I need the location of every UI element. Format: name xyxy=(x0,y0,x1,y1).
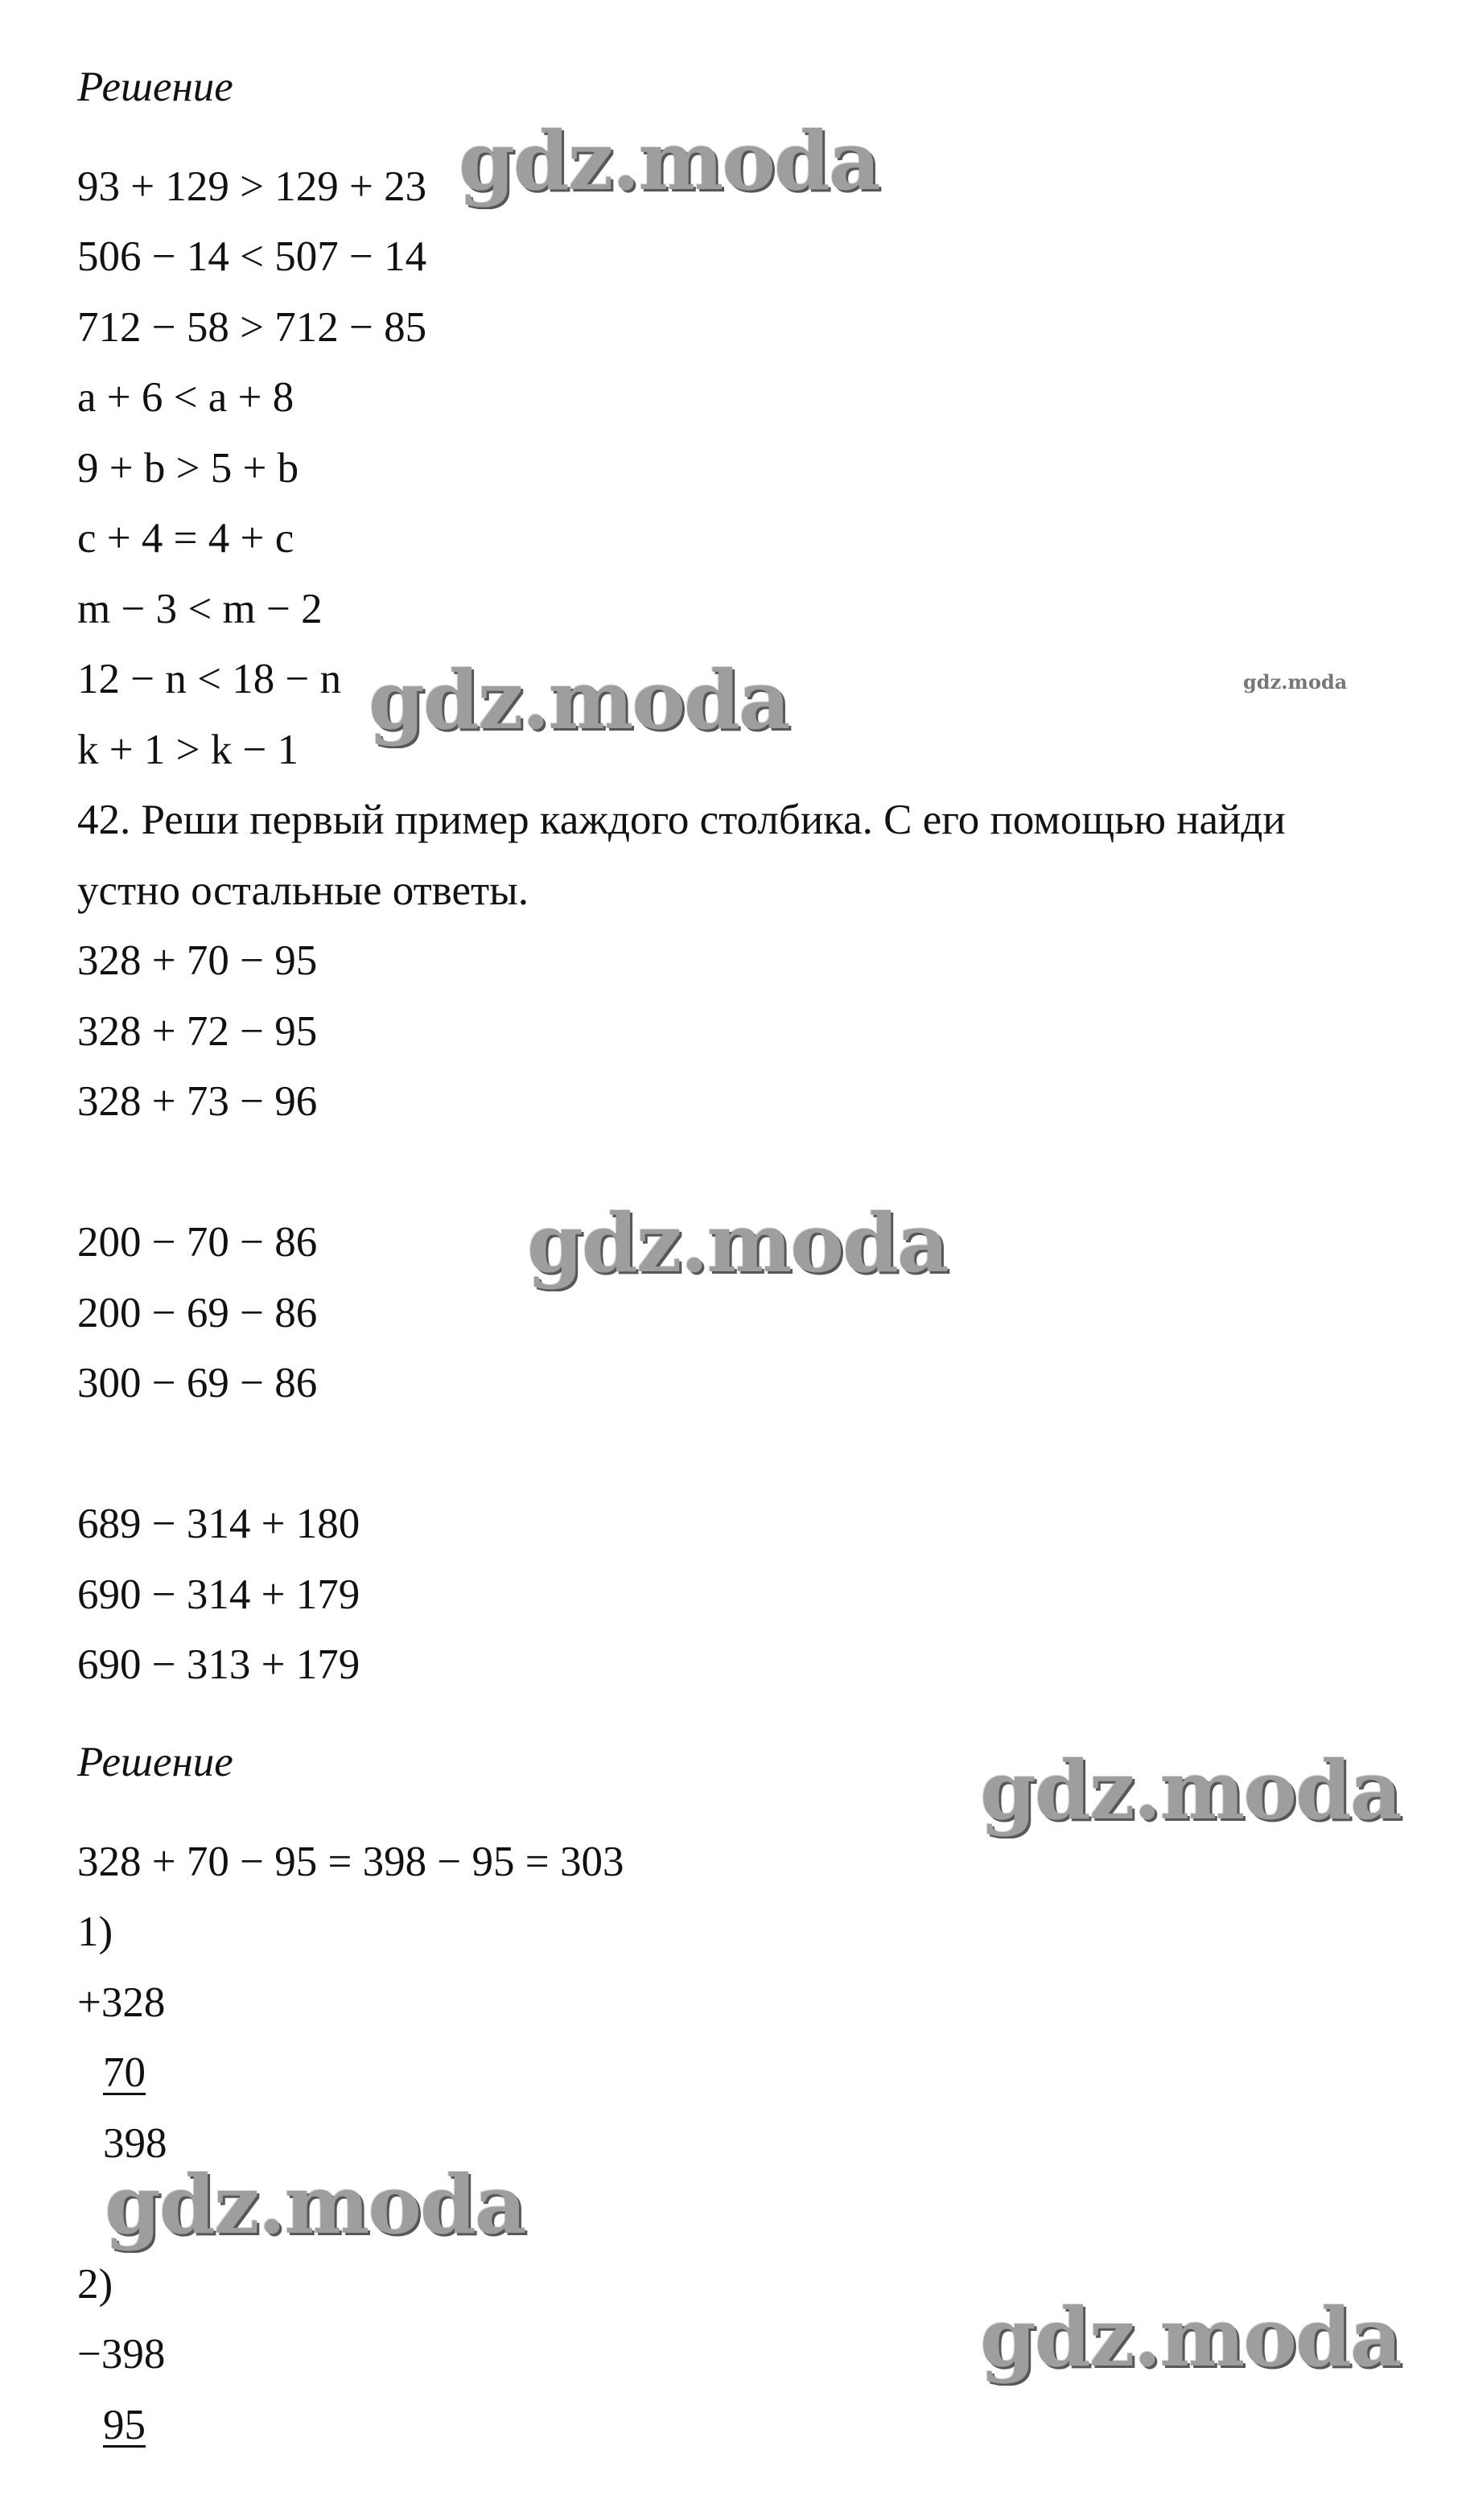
inequality-line: a + 6 < a + 8 xyxy=(77,374,294,421)
step-number: 2) xyxy=(77,2261,113,2308)
watermark-logo: gdz.moda xyxy=(369,653,789,747)
watermark-logo: gdz.moda xyxy=(980,2290,1401,2385)
expression-line: 300 − 69 − 86 xyxy=(77,1360,318,1406)
watermark-logo: gdz.moda xyxy=(527,1196,948,1291)
expression-line: 200 − 70 − 86 xyxy=(77,1219,318,1266)
inequality-line: k + 1 > k − 1 xyxy=(77,727,299,773)
watermark-logo: gdz.moda xyxy=(459,113,879,208)
task-42-text-continued: устно остальные ответы. xyxy=(77,867,529,914)
column-minuend: −398 xyxy=(77,2331,166,2378)
inequality-line: 93 + 129 > 129 + 23 xyxy=(77,163,427,210)
watermark-logo: gdz.moda xyxy=(105,2157,525,2252)
column-addend-2: 70 xyxy=(103,2049,146,2096)
inequality-line: m − 3 < m − 2 xyxy=(77,586,323,632)
solution-equation: 328 + 70 − 95 = 398 − 95 = 303 xyxy=(77,1839,624,1885)
watermark-logo: gdz.moda xyxy=(980,1743,1401,1838)
column-addend-1: +328 xyxy=(77,1979,166,2026)
solution-heading-1: Решение xyxy=(77,64,233,110)
watermark-logo-small: gdz.moda xyxy=(1243,670,1348,694)
expression-line: 328 + 73 − 96 xyxy=(77,1078,318,1125)
inequality-line: 12 − n < 18 − n xyxy=(77,656,342,702)
column-subtrahend: 95 xyxy=(103,2402,146,2448)
column-sum: 398 xyxy=(103,2120,167,2167)
inequality-line: c + 4 = 4 + c xyxy=(77,515,294,562)
step-number: 1) xyxy=(77,1909,113,1955)
expression-line: 690 − 314 + 179 xyxy=(77,1571,360,1618)
inequality-line: 9 + b > 5 + b xyxy=(77,445,299,492)
inequality-line: 506 − 14 < 507 − 14 xyxy=(77,233,427,280)
expression-line: 689 − 314 + 180 xyxy=(77,1501,360,1547)
expression-line: 328 + 70 − 95 xyxy=(77,937,318,984)
expression-line: 690 − 313 + 179 xyxy=(77,1641,360,1688)
solution-heading-2: Решение xyxy=(77,1739,233,1785)
expression-line: 200 − 69 − 86 xyxy=(77,1290,318,1336)
expression-line: 328 + 72 − 95 xyxy=(77,1008,318,1055)
inequality-line: 712 − 58 > 712 − 85 xyxy=(77,304,427,351)
task-42-text: 42. Реши первый пример каждого столбика. С его помощью найди xyxy=(77,797,1286,843)
